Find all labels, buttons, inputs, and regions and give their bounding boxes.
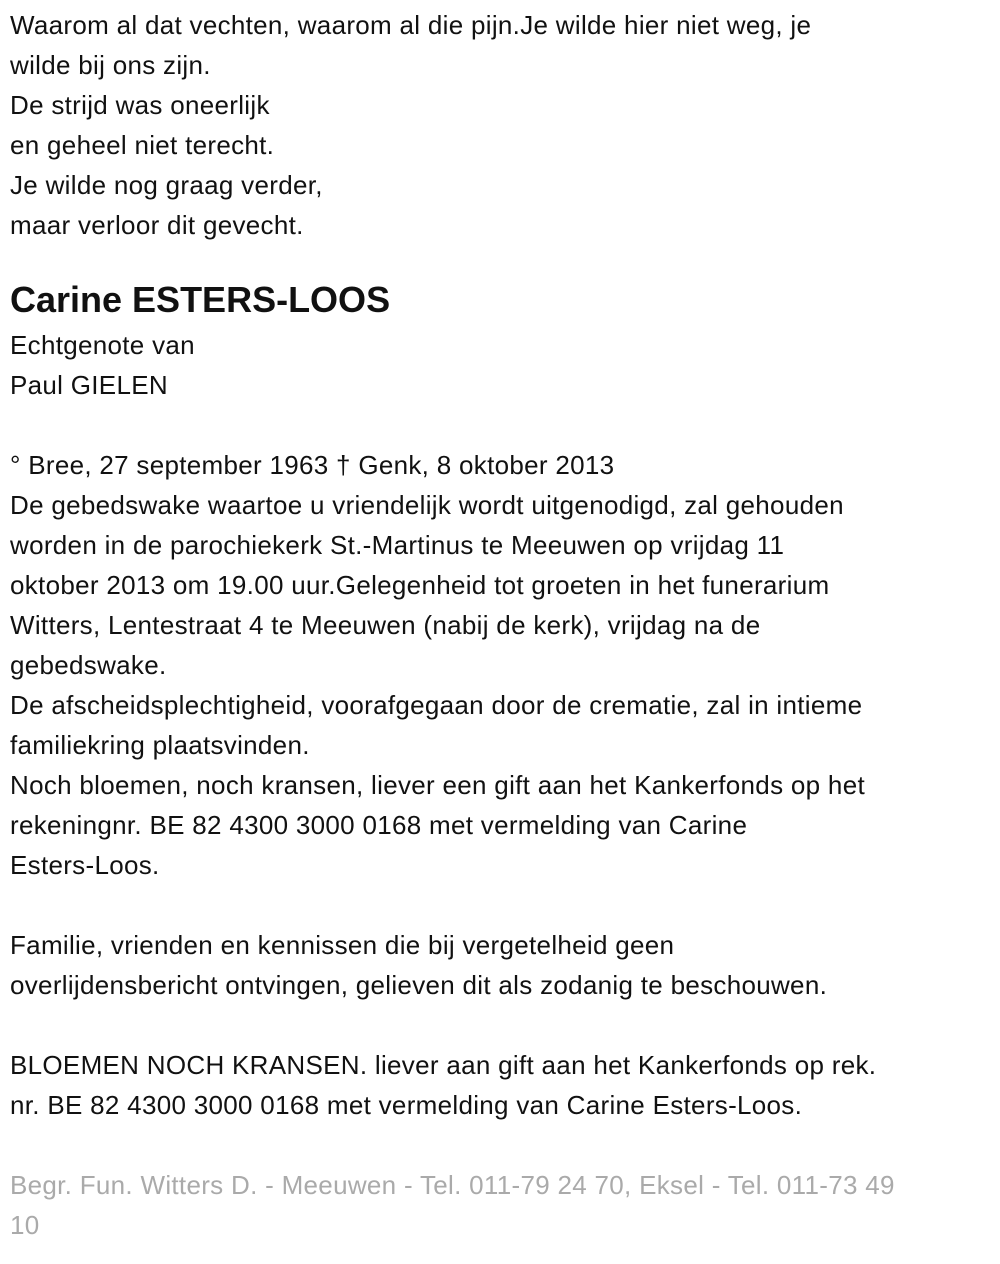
details-line: oktober 2013 om 19.00 uur.Gelegenheid tot groeten in het funerarium xyxy=(10,570,830,600)
poem-line: Je wilde nog graag verder, xyxy=(10,170,323,200)
details-line: De gebedswake waartoe u vriendelijk wordt uitgenodigd, zal gehouden xyxy=(10,490,844,520)
details-line: Esters-Loos. xyxy=(10,850,160,880)
poem-line: en geheel niet terecht. xyxy=(10,130,275,160)
notice-line: overlijdensbericht ontvingen, gelieven dit als zodanig te beschouwen. xyxy=(10,970,828,1000)
footer-line: Begr. Fun. Witters D. - Meeuwen - Tel. 011-79 24 70, Eksel - Tel. 011-73 49 xyxy=(10,1170,895,1200)
flowers-line: BLOEMEN NOCH KRANSEN. liever aan gift aan het Kankerfonds op rek. xyxy=(10,1050,877,1080)
footer-line: 10 xyxy=(10,1210,40,1240)
details-line: De afscheidsplechtigheid, voorafgegaan door de crematie, zal in intieme xyxy=(10,690,863,720)
funeral-home-footer xyxy=(10,1165,1000,1245)
notice-line: Familie, vrienden en kennissen die bij vergetelheid geen xyxy=(10,930,675,960)
deceased-name: Carine ESTERS-LOOS xyxy=(10,279,391,320)
spouse xyxy=(10,325,1000,405)
poem-line: De strijd was oneerlijk xyxy=(10,90,270,120)
details-line: gebedswake. xyxy=(10,650,167,680)
dates: ° Bree, 27 september 1963 † Genk, 8 oktober 2013 xyxy=(10,450,615,480)
flowers-line: nr. BE 82 4300 3000 0168 met vermelding van Carine Esters-Loos. xyxy=(10,1090,803,1120)
poem-line: wilde bij ons zijn. xyxy=(10,50,211,80)
details-line: rekeningnr. BE 82 4300 3000 0168 met vermelding van Carine xyxy=(10,810,748,840)
details-line: familiekring plaatsvinden. xyxy=(10,730,310,760)
notice xyxy=(10,925,1000,1005)
details-line: worden in de parochiekerk St.-Martinus te Meeuwen op vrijdag 11 xyxy=(10,530,785,560)
details-line: Witters, Lentestraat 4 te Meeuwen (nabij de kerk), vrijdag na de xyxy=(10,610,761,640)
flowers-note xyxy=(10,1045,1000,1125)
spouse-line: Paul GIELEN xyxy=(10,370,168,400)
details xyxy=(10,485,1000,885)
details-line: Noch bloemen, noch kransen, liever een gift aan het Kankerfonds op het xyxy=(10,770,865,800)
poem-line: maar verloor dit gevecht. xyxy=(10,210,304,240)
spouse-line: Echtgenote van xyxy=(10,330,195,360)
poem xyxy=(10,5,1000,245)
poem-line: Waarom al dat vechten, waarom al die pijn.Je wilde hier niet weg, je xyxy=(10,10,812,40)
